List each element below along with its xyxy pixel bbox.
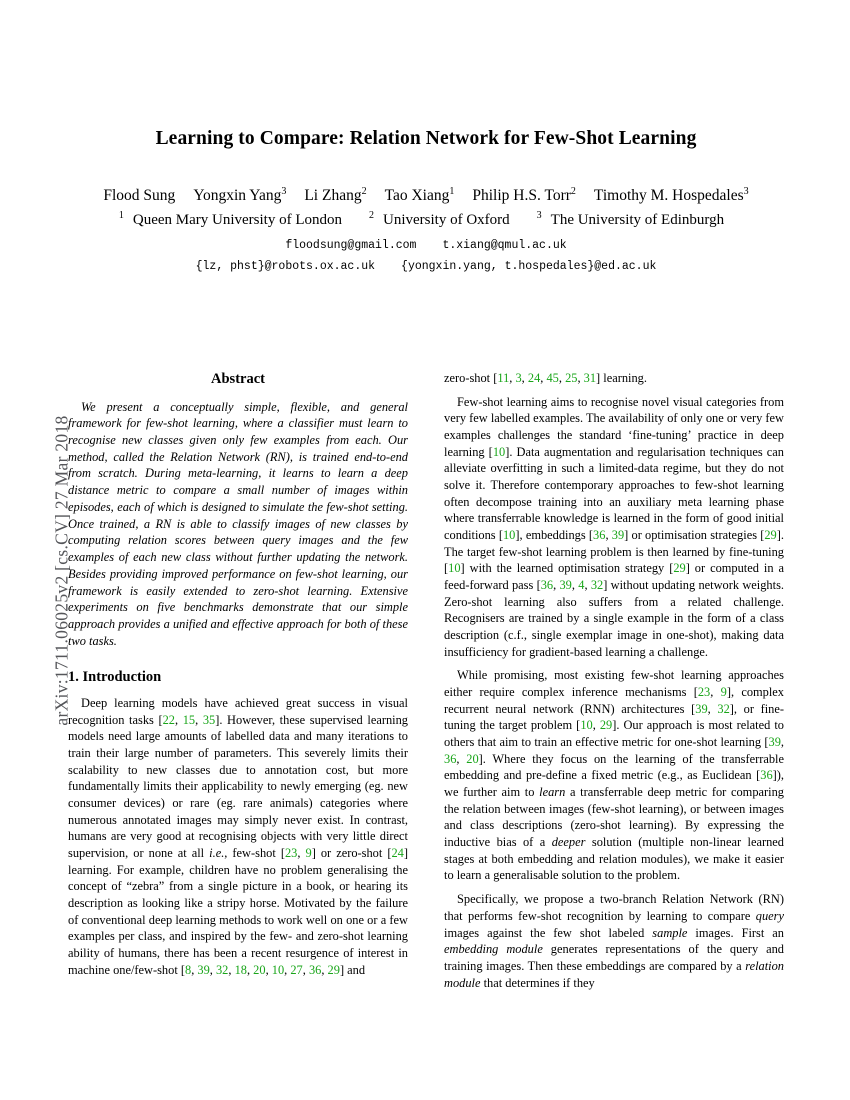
email-address: floodsung@gmail.com [285,239,417,253]
author: Yongxin Yang$^3$ [193,186,287,205]
email-address: {yongxin.yang, t.hospedales}@ed.ac.uk [401,259,657,273]
citation-link[interactable]: 32 [215,962,229,977]
citation-link[interactable]: 8 [184,962,192,977]
citation-link[interactable]: 36 [308,962,322,977]
author-list [68,184,784,207]
author-affil-marker: 3 [743,186,749,197]
emph-query: query [755,908,784,923]
citation-link[interactable]: 45 [546,371,559,385]
author: Flood Sung [103,187,176,205]
emph-relation-module: relation module [444,958,784,990]
intro-paragraph-2: Few-shot learning aims to recognise novel visual categories from very few labelled examples. The availability of only one or very few examples challenges the standard ‘fine-tuning’ practice in deep learning [10]. Data augmentation and regularisation techniques can alleviate overfitting in such a limited-data regime, but they do not solve it. Therefore contemporary approaches to few-shot learning often decompose training into an auxiliary meta learning phase where transferrable knowledge is learned in the form of good initial conditions [10], embeddings [36, 39] or optimisation strategies [29]. The target few-shot learning problem is then learned by fine-tuning [10] with the learned optimisation strategy [29] or computed in a feed-forward pass [36, 39, 4, 32] without updating network weights. Zero-shot learning also suffers from a related challenge. Recognisers are trained by a single example in the form of a class description (c.f., single exemplar image in one-shot), making data insufficiency for gradient-based learning a challenge. [444,394,784,659]
citation-link[interactable]: 9 [305,846,312,861]
citation-link[interactable]: 22 [162,712,175,727]
affiliation: $^2$ University of Oxford [369,210,510,229]
page-title: Learning to Compare: Relation Network for Few-Shot Learning [155,128,697,149]
affiliation-list [68,210,784,229]
citation-link[interactable]: 3 [515,371,522,385]
citation-link[interactable]: 20 [253,962,266,977]
section-heading-introduction: 1. Introduction [68,668,162,685]
citation-link[interactable]: 31 [583,371,597,385]
citation-link[interactable]: 9 [720,685,727,700]
email-line [68,236,784,256]
citation-link[interactable]: 18 [234,962,247,977]
citation-link[interactable]: 10 [492,444,506,459]
author: Timothy M. Hospedales$^3$ [593,186,749,205]
citation-link[interactable]: 32 [717,701,730,716]
citation-link[interactable]: 23 [697,685,711,700]
citation-link[interactable]: 32 [590,578,604,593]
intro-paragraph-4: Specifically, we propose a two-branch Relation Network (RN) that performs few-shot recognition by learning to compare query images against the few shot labeled sample images. First an embedding module generates representations of the query and training images. Then these embeddings are compared by a relation module that determines if they [444,892,784,990]
author: Li Zhang$^2$ [304,186,367,205]
author: Tao Xiang$^1$ [384,186,455,205]
citation-link[interactable]: 29 [327,962,340,977]
arxiv-stamp: arXiv:1711.06025v2 [cs.CV] 27 Mar 2018 [51,415,72,726]
citation-link[interactable]: 11 [497,371,510,385]
citation-link[interactable]: 29 [673,561,686,576]
author-affil-marker: 2 [570,186,576,197]
emph-learn: learn [539,785,566,800]
citation-link[interactable]: 24 [527,371,541,385]
citation-link[interactable]: 39 [559,578,572,593]
author-affil-marker: 3 [281,186,287,197]
left-column [68,370,408,978]
emph-sample: sample [652,925,688,940]
intro-paragraph-3: While promising, most existing few-shot learning approaches either require complex inference mechanisms [23, 9], complex recurrent neural network (RNN) architectures [39, 32], or fine-tuning the target problem [10, 29]. Our approach is most related to others that aim to train an effective metric for one-shot learning [39, 36, 20]. Where they focus on the learning of the transferrable embedding and pre-define a fixed metric (e.g., as Euclidean [36]), we further aim to learn a transferrable deep metric for comparing the relation between images (few-shot learning), or between images and class descriptions (zero-shot learning). By expressing the inductive bias of a deeper solution (multiple non-linear learned stages at both embedding and relation modules), we make it easier to learn a generalisable solution to the problem. [444,668,785,883]
citation-link[interactable]: 36 [444,751,457,766]
author: Philip H.S. Torr$^2$ [472,186,576,205]
citation-link[interactable]: 4 [578,578,585,593]
email-line [68,257,784,277]
email-address: {lz, phst}@robots.ox.ac.uk [195,259,376,273]
citation-link[interactable]: 29 [764,528,777,543]
citation-link[interactable]: 36 [593,528,606,543]
intro-paragraph-1-continued: zero-shot [11, 3, 24, 45, 25, 31] learning. [444,371,647,385]
citation-link[interactable]: 24 [391,846,404,861]
emph-ie: i.e. [209,846,225,861]
intro-paragraph-1: Deep learning models have achieved great success in visual recognition tasks [22, 15, 35]. However, these supervised learning models need large amounts of labelled data and many iterations to train their large number of parameters. This severely limits their scalability to new classes due to annotation cost, but more fundamentally limits their applicability to newly emerging (eg. new consumer devices) or rare (eg. rare animals) categories where numerous annotated images may simply never exist. In contrast, humans are very good at recognising objects with very little direct supervision, or none at all i.e., few-shot [23, 9] or zero-shot [24] learning. For example, children have no problem generalising the concept of “zebra” from a single picture in a book, or hearing its description as looking like a stripy horse. Motivated by the failure of conventional deep learning methods to work well on one or a few examples per class, and inspired by the few- and zero-shot learning ability of humans, there has been a recent resurgence of interest in machine one/few-shot [8, 39, 32, 18, 20, 10, 27, 36, 29] and [68,696,409,977]
citation-link[interactable]: 15 [182,712,196,727]
citation-link[interactable]: 10 [271,962,285,977]
citation-link[interactable]: 10 [580,718,593,733]
citation-link[interactable]: 20 [466,751,479,766]
abstract-heading: Abstract [211,371,265,387]
affiliation: $^3$ The University of Edinburgh [536,210,725,229]
citation-link[interactable]: 10 [448,561,461,576]
citation-link[interactable]: 39 [695,701,708,716]
email-address: t.xiang@qmul.ac.uk [442,239,567,253]
affiliation: $^1$ Queen Mary University of London [118,210,342,229]
right-column [444,370,784,991]
author-affil-marker: 1 [449,186,455,197]
citation-link[interactable]: 25 [565,371,578,385]
abstract-text: We present a conceptually simple, flexible, and general framework for few-shot learning, where a classifier must learn to recognise new classes given only few examples from each. Our method, called the Relation Network (RN), is trained end-to-end from scratch. During meta-learning, it learns to learn a deep distance metric to compare a small number of images within episodes, each of which is designed to simulate the few-shot setting. Once trained, a RN is able to classify images of new classes by computing relation scores between query images and the few examples of each new class without further updating the network. Besides providing improved performance on few-shot learning, our framework is easily extended to zero-shot learning. Extensive experiments on five benchmarks demonstrate that our simple approach provides a unified and effective approach for both of these two tasks. [68,399,408,648]
paper-header [68,128,784,277]
citation-link[interactable]: 27 [290,962,303,977]
emph-deeper: deeper [551,835,586,850]
citation-link[interactable]: 39 [611,528,625,543]
emph-embedding-module: embedding module [444,942,543,957]
citation-link[interactable]: 39 [197,962,210,977]
citation-link[interactable]: 10 [502,528,516,543]
citation-link[interactable]: 36 [540,578,554,593]
citation-link[interactable]: 36 [760,768,773,783]
citation-link[interactable]: 29 [599,718,613,733]
citation-link[interactable]: 23 [284,846,298,861]
email-list [68,236,784,276]
citation-link[interactable]: 35 [202,712,216,727]
citation-link[interactable]: 39 [768,735,781,750]
body-columns [68,370,784,1070]
author-affil-marker: 2 [361,186,367,197]
